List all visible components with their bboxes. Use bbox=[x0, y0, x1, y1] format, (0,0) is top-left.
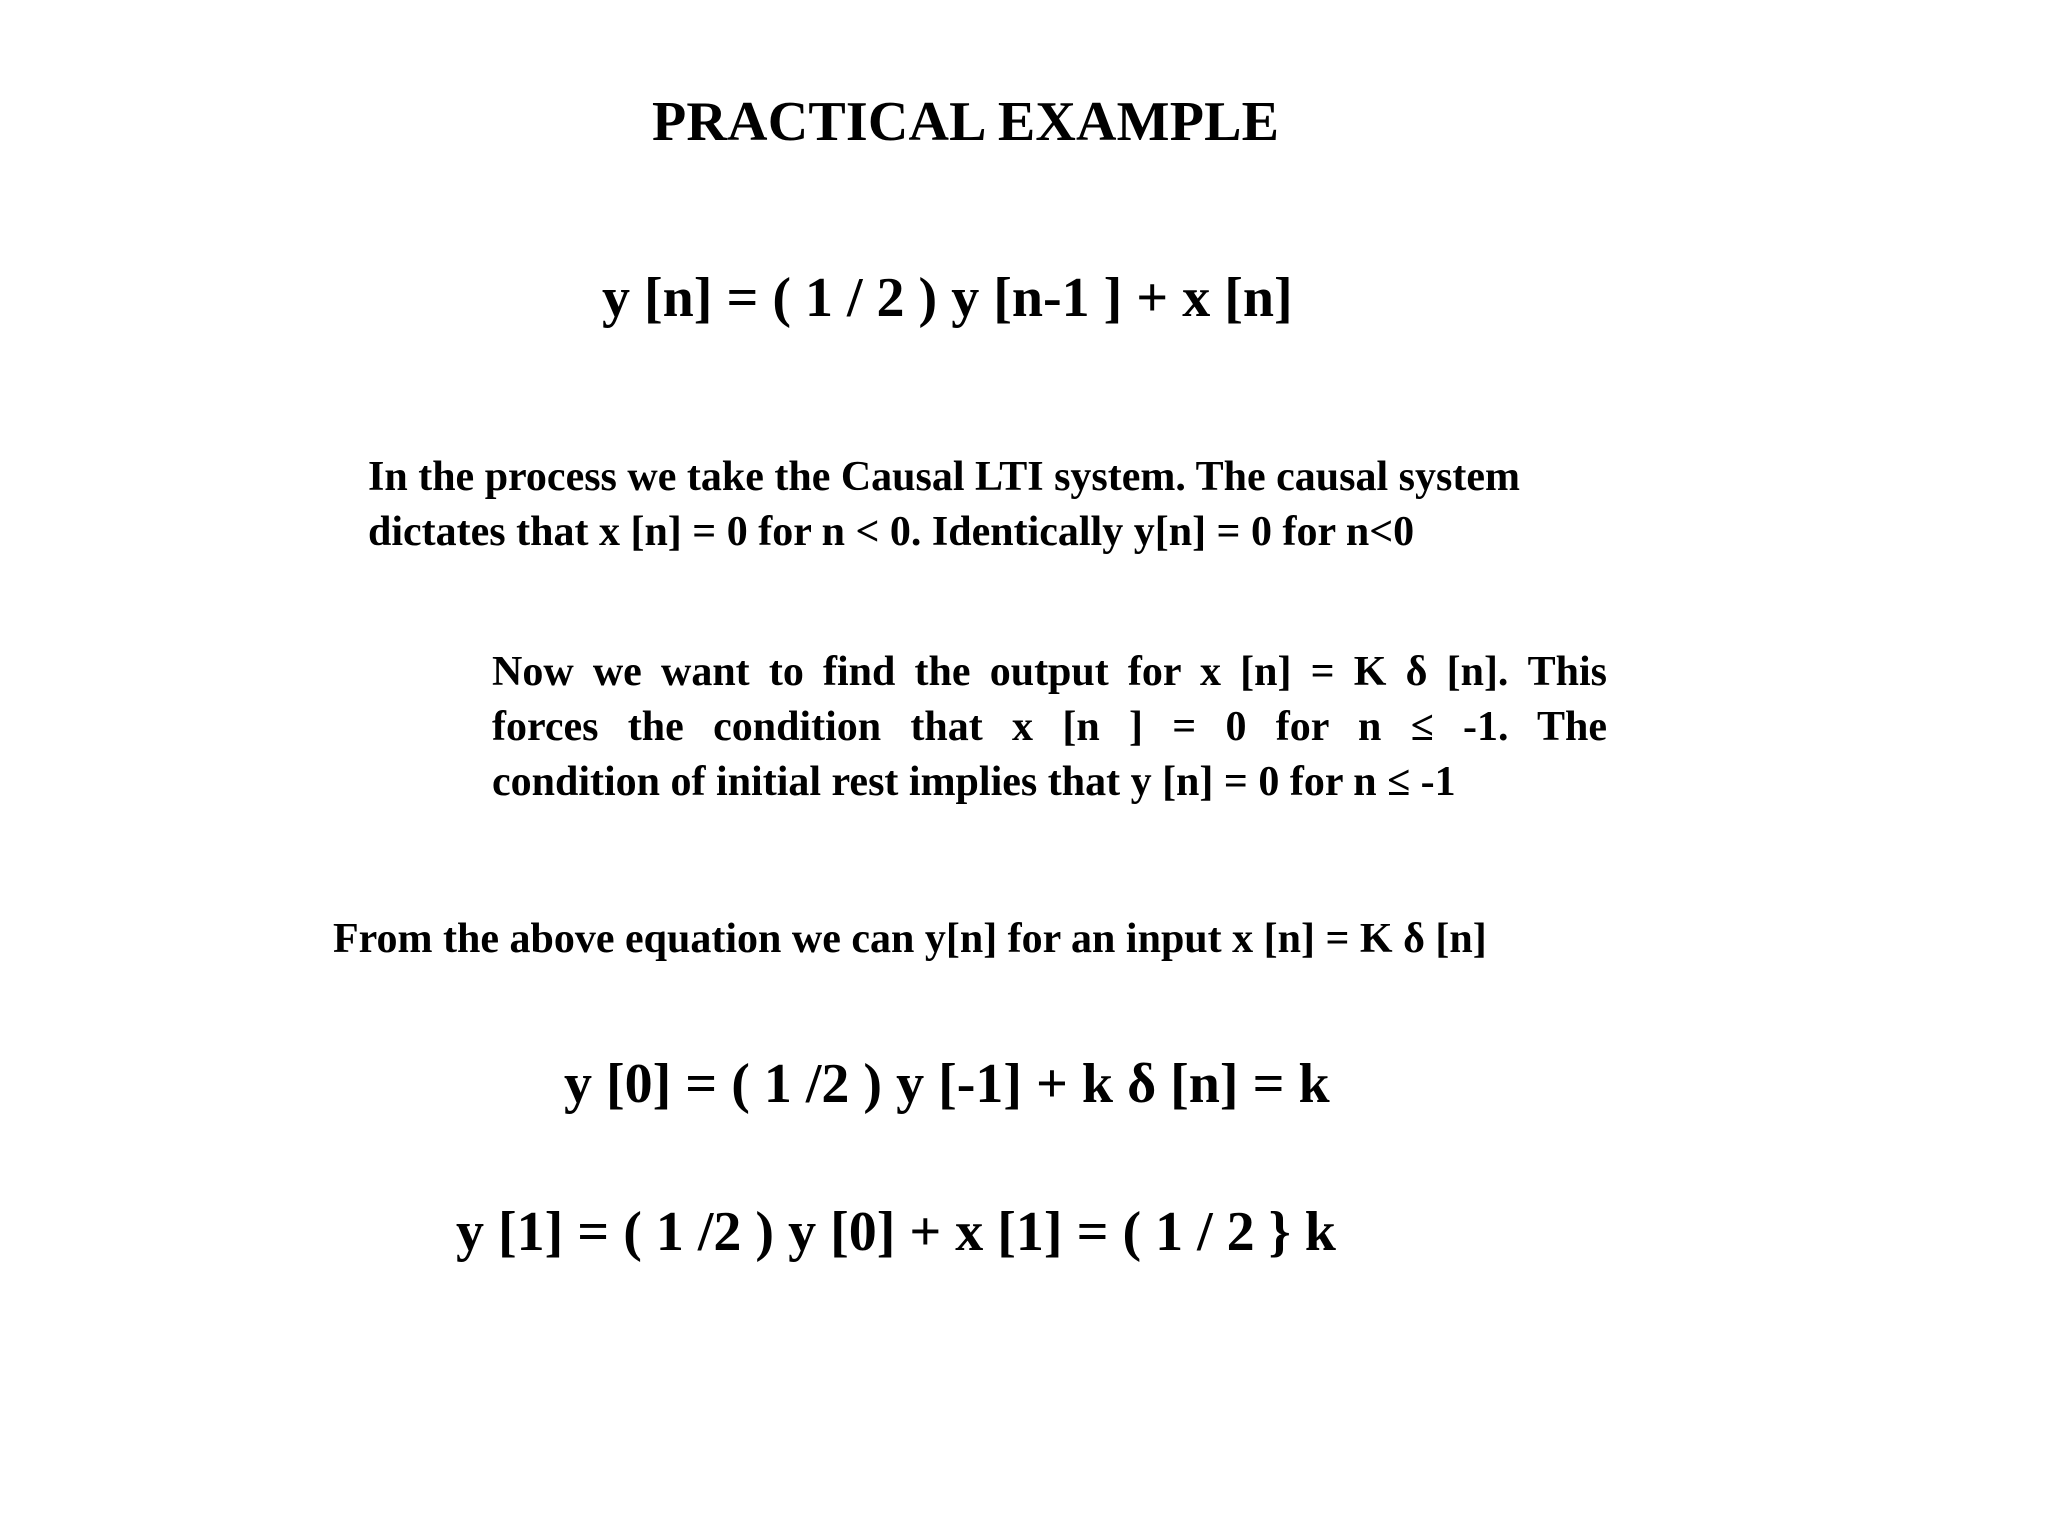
slide-title: PRACTICAL EXAMPLE bbox=[652, 91, 1280, 153]
causal-system-paragraph bbox=[368, 450, 1520, 560]
causal-line-2: dictates that x [n] = 0 for n < 0. Identically y[n] = 0 for n<0 bbox=[368, 509, 1415, 555]
derivation-intro-paragraph: From the above equation we can y[n] for an input x [n] = K δ [n] bbox=[333, 916, 1487, 962]
equation-y1: y [1] = ( 1 /2 ) y [0] + x [1] = ( 1 / 2 } k bbox=[456, 1201, 1336, 1263]
causal-line-1: In the process we take the Causal LTI system. The causal system bbox=[368, 454, 1520, 500]
equation-y0: y [0] = ( 1 /2 ) y [-1] + k δ [n] = k bbox=[564, 1053, 1330, 1115]
impulse-line-3: condition of initial rest implies that y [n] = 0 for n ≤ -1 bbox=[492, 759, 1456, 805]
main-equation: y [n] = ( 1 / 2 ) y [n-1 ] + x [n] bbox=[602, 267, 1293, 329]
impulse-line-1: Now we want to find the output for x [n] = K δ [n]. This bbox=[492, 649, 1607, 695]
impulse-input-paragraph bbox=[492, 645, 1607, 810]
impulse-line-2: forces the condition that x [n ] = 0 for n ≤ -1. The bbox=[492, 704, 1607, 750]
